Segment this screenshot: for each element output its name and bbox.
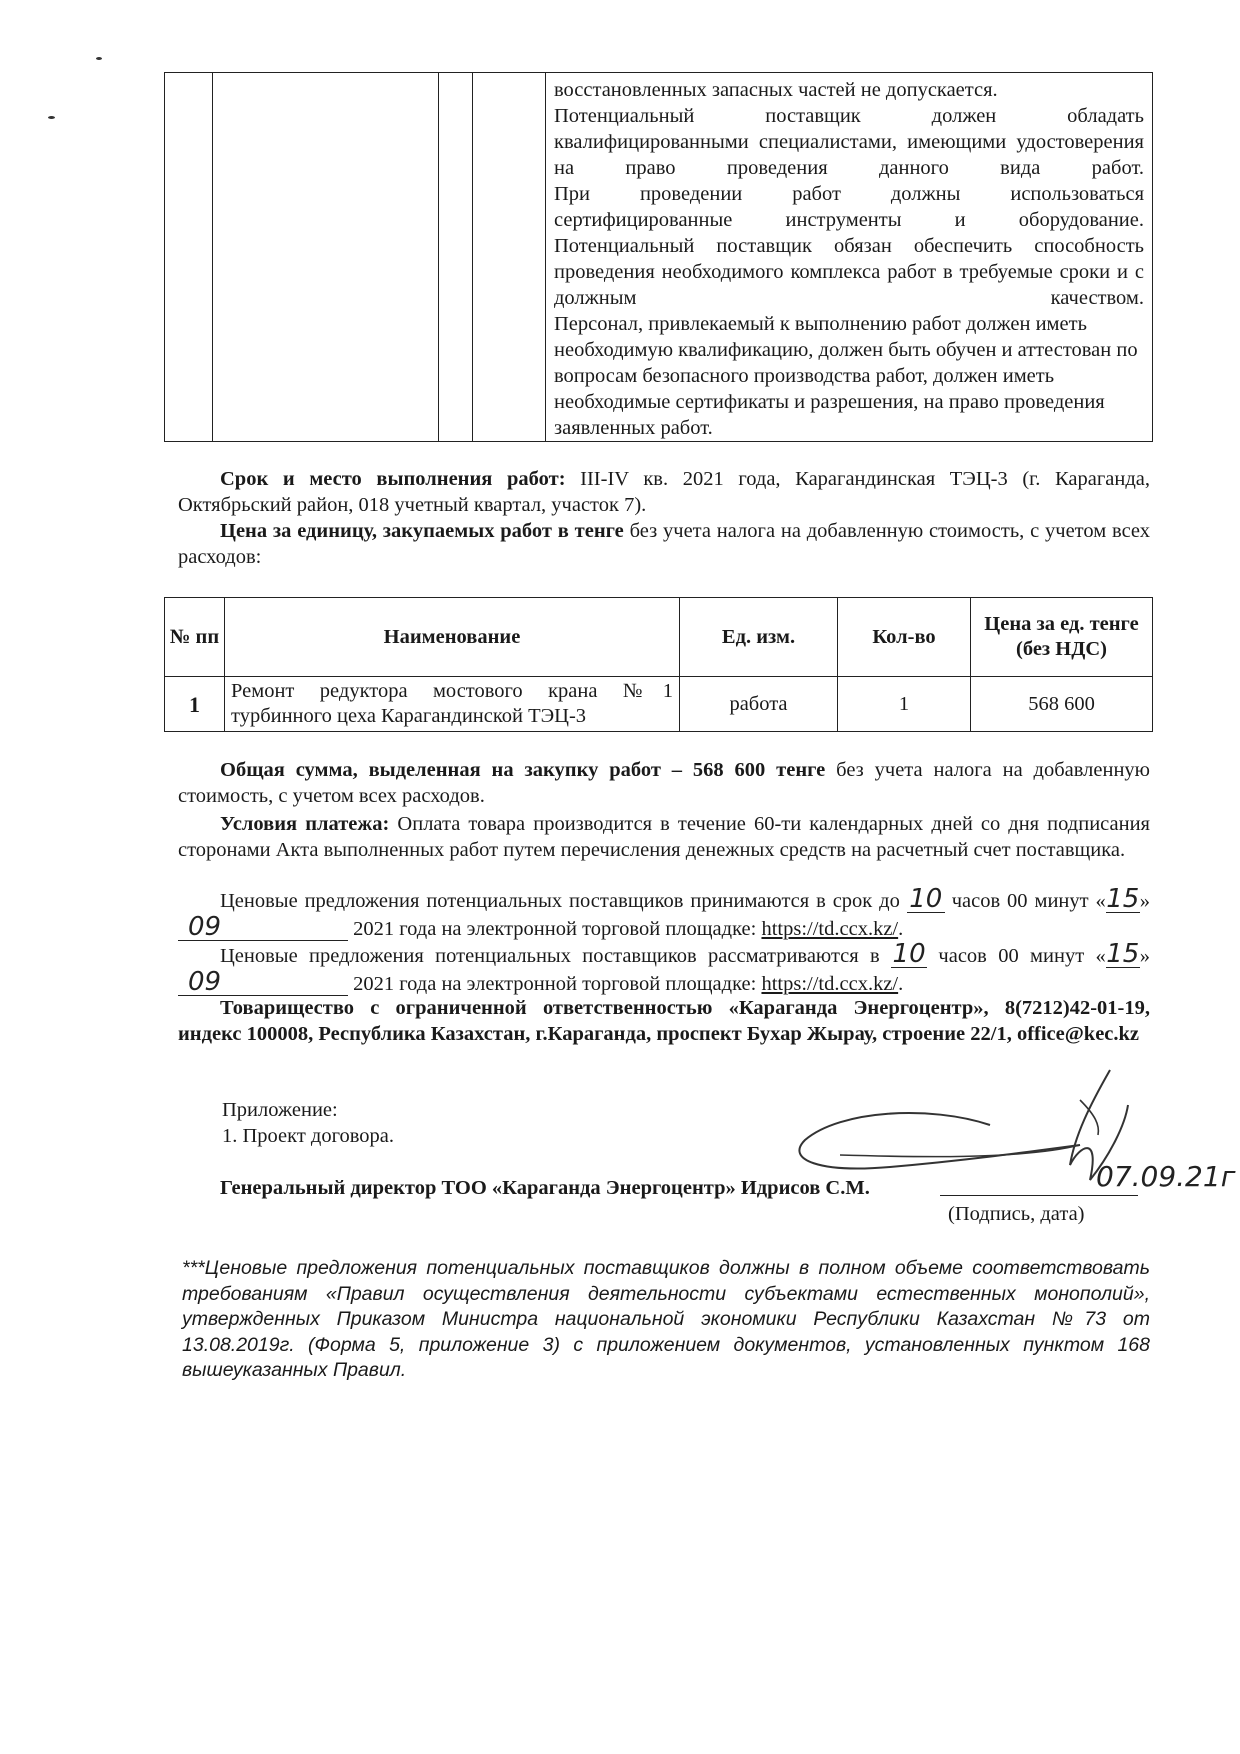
signature-underline <box>940 1195 1138 1196</box>
requirement-text: Персонал, привлекаемый к выполнению работ должен иметь необходимую квалификацию, должен быть обучен и аттестован по вопросам безопасного производства работ, должен иметь необходимые сертификаты и разрешения, на право проведения заявленных работ. <box>554 313 1138 439</box>
empty-cell <box>473 73 546 442</box>
accept-day: 15 <box>1106 884 1140 914</box>
unit-price-label: Цена за единицу, закупаемых работ в тенге <box>220 520 624 542</box>
payment-paragraph <box>178 811 1150 863</box>
signature-caption: (Подпись, дата) <box>948 1203 1085 1225</box>
review-text: часов 00 минут <box>938 945 1085 967</box>
accept-paragraph <box>178 884 1151 943</box>
header-quantity: Кол-во <box>838 598 971 677</box>
total-text: без учета налога на добавленную стоимость, с учетом всех расходов. <box>178 759 1151 807</box>
table-row <box>165 677 1153 732</box>
price-table <box>164 597 1153 732</box>
review-text: 2021 года на электронной торговой площадке: <box>353 973 757 995</box>
scan-speck <box>96 57 102 60</box>
footnote: ***Ценовые предложения потенциальных поставщиков должны в полном объеме соответствовать требованиям «Правил осуществления деятельности субъектами естественных монополий», утвержденных Приказом Министра национальной экономики Республики Казахстан №73 от 13.08.2019г. (Форма 5, приложение 3) с приложением документов, установленных пунктом 168 вышеуказанных Правил. <box>182 1257 1150 1381</box>
review-paragraph <box>178 939 1151 998</box>
unit-price-text: без учета налога на добавленную стоимость, с учетом всех расходов: <box>178 520 1151 568</box>
cell-unit: работа <box>680 677 838 732</box>
payment-label: Условия платежа: <box>220 813 390 835</box>
cell-quantity: 1 <box>838 677 971 732</box>
review-text: Ценовые предложения потенциальных поставщиков рассматриваются в <box>220 945 880 967</box>
accept-hour-field <box>907 884 945 914</box>
signature-date: 07.09.21г <box>1096 1160 1236 1193</box>
accept-text: часов 00 минут « <box>951 890 1106 912</box>
header-name: Наименование <box>225 598 680 677</box>
company-details: Товарищество с ограниченной ответственностью «Караганда Энергоцентр», 8(7212)42-01-19, индекс 100008, Республика Казахстан, г.Караганда, проспект Бухар Жырау, строение 22/1, office@kec.kz <box>178 997 1150 1045</box>
header-number: № пп <box>165 598 225 677</box>
accept-text: Ценовые предложения потенциальных поставщиков принимаются в срок до <box>220 890 900 912</box>
header-unit: Ед. изм. <box>680 598 838 677</box>
cell-name: Ремонт редуктора мостового крана №1 турбинного цеха Карагандинской ТЭЦ-3 <box>225 677 680 732</box>
term-text: III-IV кв. 2021 года, Карагандинская ТЭЦ-3 (г. Караганда, Октябрьский район, 018 учетный квартал, участок 7). <box>178 468 1150 516</box>
attachment-block <box>222 1097 722 1149</box>
review-text: « <box>1095 945 1106 967</box>
attachment-item: 1. Проект договора. <box>222 1125 395 1147</box>
director-line <box>178 1175 938 1201</box>
term-label: Срок и место выполнения работ: <box>220 468 566 490</box>
requirement-text: восстановленных запасных частей не допускается. <box>554 79 998 101</box>
review-day-field <box>1106 939 1140 969</box>
review-day: 15 <box>1106 939 1140 969</box>
review-end: . <box>898 973 904 995</box>
accept-url-link[interactable]: https://td.ccx.kz/ <box>761 918 899 940</box>
cell-number: 1 <box>165 677 225 732</box>
accept-day-field <box>1106 884 1140 914</box>
requirement-text: Потенциальный поставщик обязан обеспечить способность проведения необходимого комплекса работ в требуемые сроки и с должным качеством. <box>554 235 1144 309</box>
payment-text: Оплата товара производится в течение 60-ти календарных дней со дня подписания сторонами Акта выполненных работ путем перечисления денежных средств на расчетный счет поставщика. <box>178 813 1150 861</box>
attachment-title: Приложение: <box>222 1099 338 1121</box>
empty-cell <box>213 73 439 442</box>
header-price: Цена за ед. тенге (без НДС) <box>971 598 1153 677</box>
director-role: Генеральный директор ТОО «Караганда Энергоцентр» Идрисов С.М. <box>220 1177 870 1199</box>
empty-cell <box>439 73 473 442</box>
accept-text: 2021 года на электронной торговой площадке: <box>353 918 757 940</box>
empty-cell <box>165 73 213 442</box>
accept-end: . <box>898 918 904 940</box>
review-hour: 10 <box>892 939 926 969</box>
total-paragraph <box>178 757 1150 809</box>
requirements-cell <box>546 73 1153 442</box>
term-paragraph <box>178 466 1150 518</box>
company-paragraph <box>178 995 1150 1047</box>
scan-speck <box>48 116 55 119</box>
accept-month-field <box>178 912 348 942</box>
accept-hour: 10 <box>909 884 943 914</box>
requirements-table <box>164 72 1153 442</box>
cell-price: 568 600 <box>971 677 1153 732</box>
requirement-text: Потенциальный поставщик должен обладать квалифицированными специалистами, имеющими удостоверения на право проведения данного вида работ. <box>554 105 1144 179</box>
accept-month: 09 <box>188 912 222 942</box>
table-header-row <box>165 598 1153 677</box>
review-url-link[interactable]: https://td.ccx.kz/ <box>761 973 899 995</box>
review-month-field <box>178 967 348 997</box>
review-hour-field <box>891 939 927 969</box>
review-month: 09 <box>188 967 222 997</box>
unit-price-paragraph <box>178 518 1150 570</box>
total-label: Общая сумма, выделенная на закупку работ – 568 600 тенге <box>220 759 826 781</box>
requirement-text: При проведении работ должны использоваться сертифицированные инструменты и оборудование. <box>554 183 1144 231</box>
accept-text: » <box>1139 890 1151 912</box>
review-text: » <box>1139 945 1151 967</box>
table-row <box>165 73 1153 442</box>
